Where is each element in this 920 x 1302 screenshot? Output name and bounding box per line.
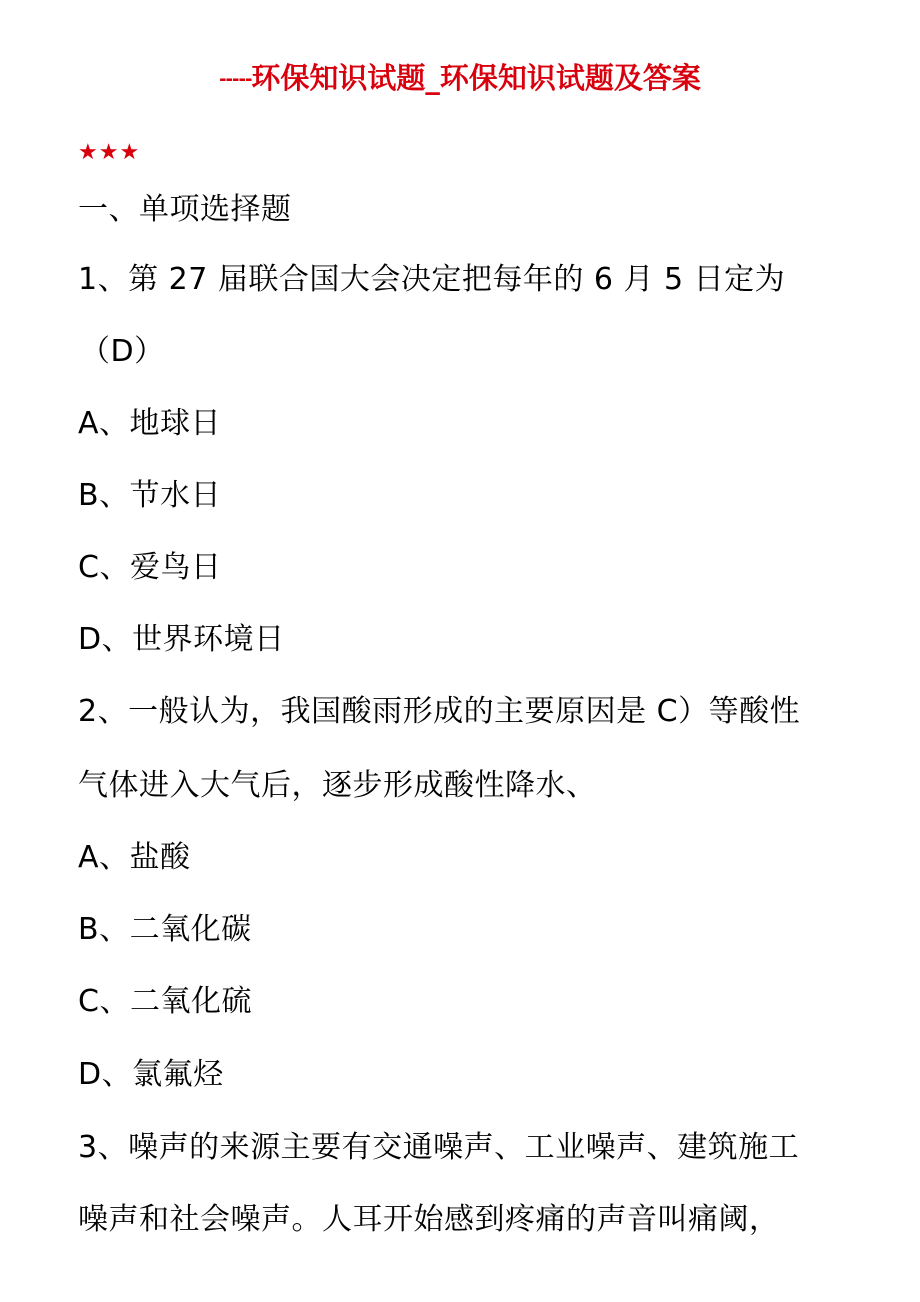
question-1-line-2: （D） [80, 334, 165, 369]
title-text: 环保知识试题_环保知识试题及答案 [251, 61, 701, 95]
question-2-option-d: D、氯氟烃 [78, 1057, 224, 1092]
question-1-option-d: D、世界环境日 [78, 622, 285, 657]
question-1-line-1: 1、第 27 届联合国大会决定把每年的 6 月 5 日定为 [78, 262, 786, 297]
question-1-option-a: A、地球日 [78, 406, 222, 441]
question-2-option-c: C、二氧化硫 [78, 984, 252, 1019]
question-2-option-b: B、二氧化碳 [78, 912, 252, 947]
section-heading: 一、单项选择题 [78, 192, 292, 227]
document-title [0, 58, 920, 100]
question-1-option-c: C、爱鸟日 [78, 550, 222, 585]
question-2-line-1: 2、一般认为，我国酸雨形成的主要原因是 C）等酸性 [78, 694, 801, 729]
question-3-line-2: 噪声和社会噪声。人耳开始感到疼痛的声音叫痛阈， [78, 1202, 780, 1237]
question-2-line-2: 气体进入大气后，逐步形成酸性降水、 [78, 768, 597, 803]
title-dash: ----- [219, 69, 252, 90]
question-3-line-1: 3、噪声的来源主要有交通噪声、工业噪声、建筑施工 [78, 1130, 800, 1165]
question-2-option-a: A、盐酸 [78, 840, 191, 875]
star-rating: ★★★ [78, 140, 141, 165]
question-1-option-b: B、节水日 [78, 478, 222, 513]
